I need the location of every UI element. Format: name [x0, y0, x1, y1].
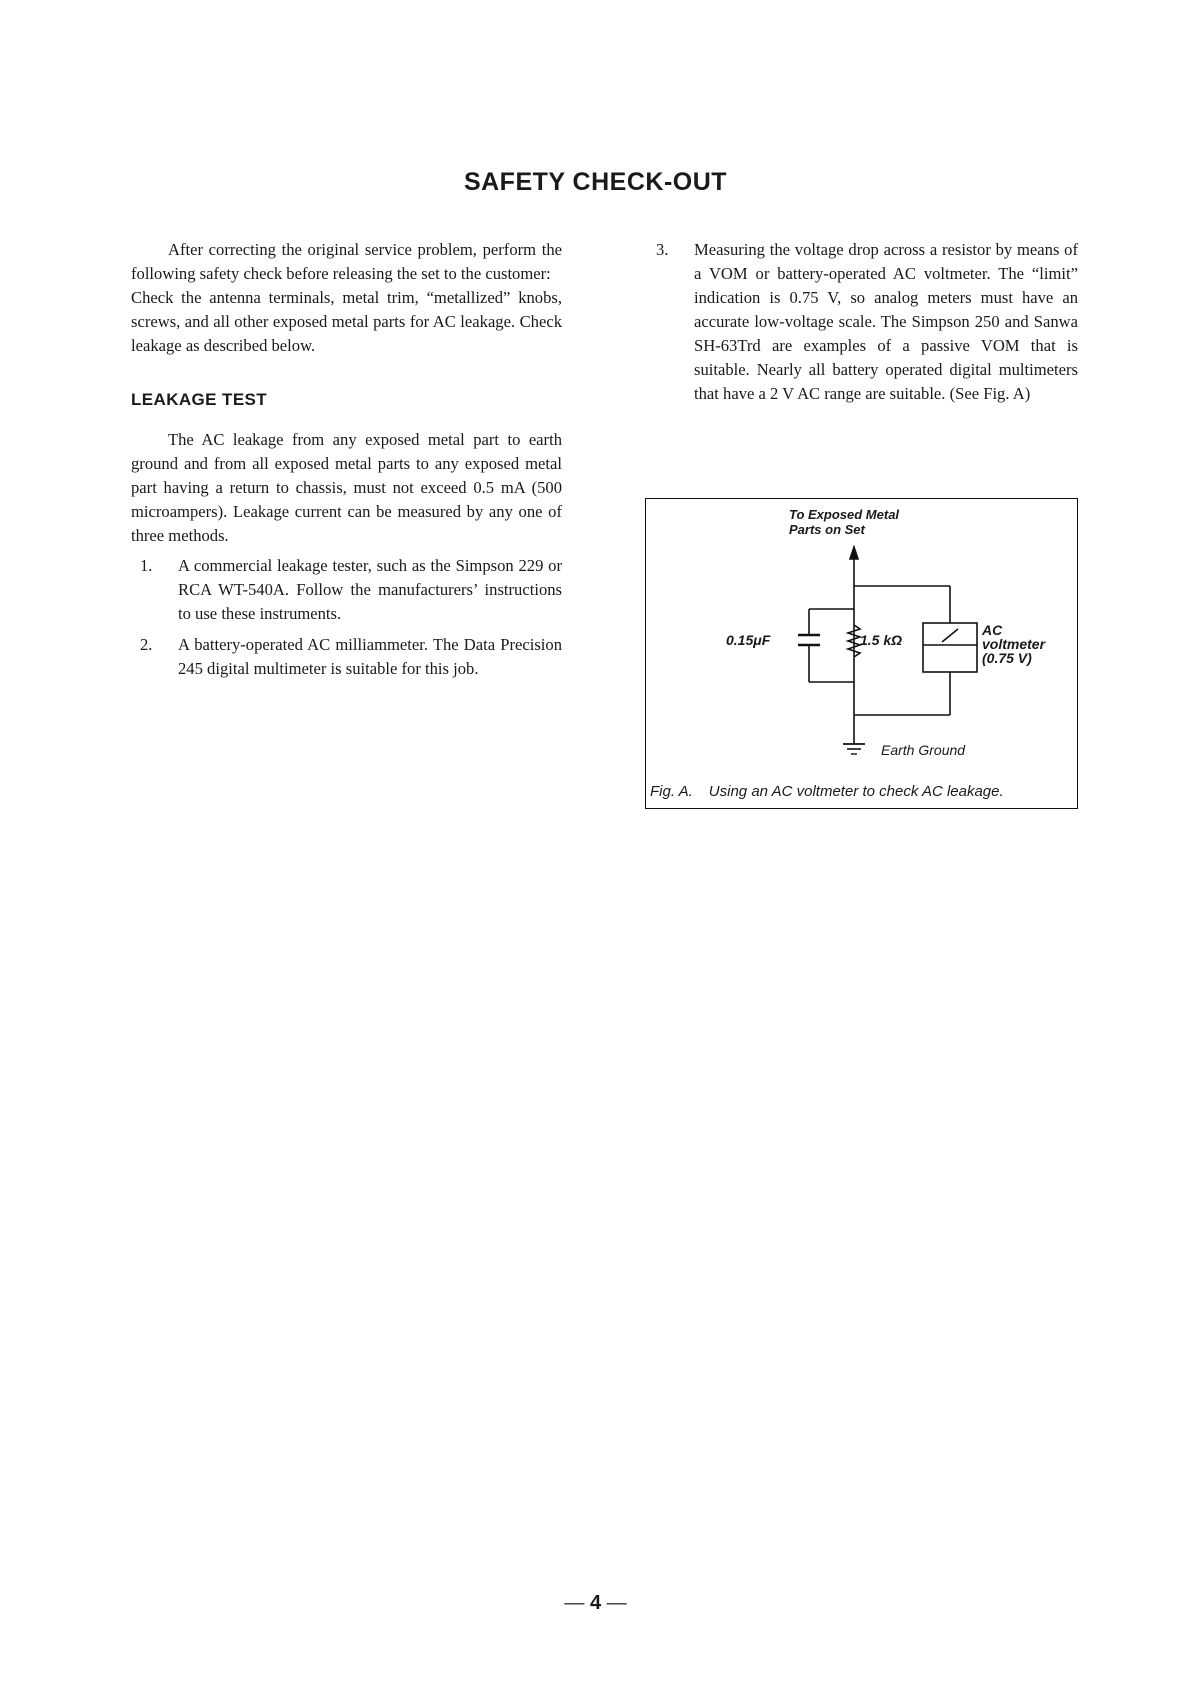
- capacitor-label: 0.15μF: [726, 632, 771, 648]
- resistor-label: 1.5 kΩ: [860, 632, 903, 648]
- list-item-text: A battery-operated AC milliammeter. The Data Precision 245 digital multimeter is suitable for this job.: [178, 635, 562, 678]
- methods-list: [131, 554, 562, 681]
- list-item-number: 1.: [140, 556, 153, 575]
- list-item-number: 3.: [656, 240, 669, 259]
- page-footer: — 4 —: [564, 1592, 627, 1614]
- leakage-test-body: The AC leakage from any exposed metal part to earth ground and from all exposed metal parts to any exposed metal part having a return to chassis, must not exceed 0.5 mA (500 microampers). Leakage current can be measured by any one of three methods.: [131, 430, 562, 545]
- meter-label: AC voltmeter (0.75 V): [982, 622, 1046, 666]
- caption-id: Fig. A.: [650, 783, 693, 800]
- list-item-number: 2.: [140, 635, 153, 654]
- caption-text: Using an AC voltmeter to check AC leakage.: [708, 783, 1004, 800]
- left-column: [131, 238, 562, 688]
- meter-icon: [923, 623, 977, 672]
- figure-caption: [650, 783, 1004, 800]
- arrow-icon: [850, 547, 858, 559]
- figure-a: [645, 498, 1078, 809]
- intro-paragraph: After correcting the original service problem, perform the following safety check before releasing the set to the customer:: [131, 240, 562, 283]
- right-column: [694, 238, 1078, 406]
- intro-instructions: Check the antenna terminals, metal trim, “metallized” knobs, screws, and all other exposed metal parts for AC leakage. Check leakage as described below.: [131, 288, 562, 355]
- list-item-text: Measuring the voltage drop across a resistor by means of a VOM or battery-operated AC voltmeter. The “limit” indication is 0.75 V, so analog meters must have an accurate low-voltage scale. The Simpson 250 and Sanwa SH-63Trd are examples of a passive VOM that is suitable. Nearly all battery operated digital multimeters that have a 2 V AC range are suitable. (See Fig. A): [694, 240, 1078, 403]
- page-number: 4: [589, 1592, 602, 1614]
- page-title: SAFETY CHECK-OUT: [463, 168, 728, 196]
- probe-label: To Exposed Metal Parts on Set: [789, 507, 900, 537]
- list-item-text: A commercial leakage tester, such as the Simpson 229 or RCA WT-540A. Follow the manufacturers’ instructions to use these instruments.: [178, 556, 562, 623]
- ground-label: Earth Ground: [881, 742, 966, 758]
- list-item: [131, 633, 562, 681]
- list-item: [131, 554, 562, 626]
- leakage-test-heading: LEAKAGE TEST: [131, 390, 268, 409]
